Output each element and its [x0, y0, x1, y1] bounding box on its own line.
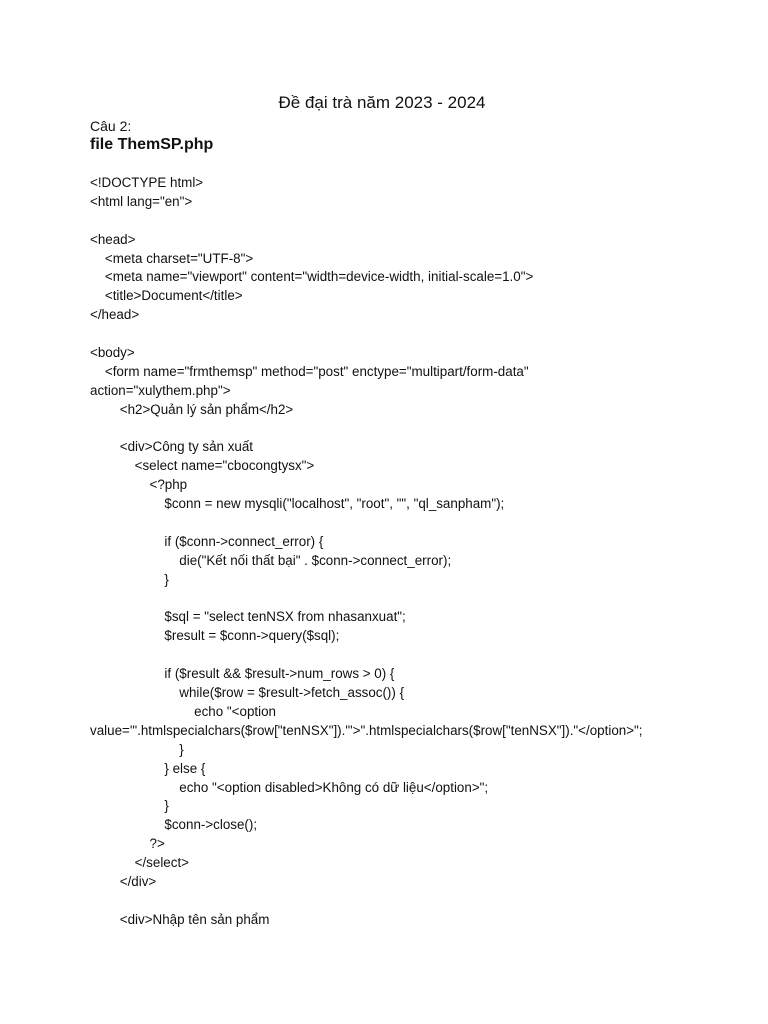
code-line: </select>: [90, 855, 189, 871]
code-line: echo "<option: [90, 703, 276, 719]
code-line: die("Kết nối thất bại" . $conn->connect_error);: [90, 552, 452, 568]
code-line: }: [90, 798, 169, 814]
code-line: [90, 590, 690, 609]
code-line: <select name="cbocongtysx">: [90, 458, 315, 474]
code-line: <?php: [90, 477, 188, 493]
code-line: [90, 420, 690, 439]
code-line: <h2>Quản lý sản phẩm</h2>: [90, 401, 294, 417]
code-line: $conn->close();: [90, 817, 258, 833]
code-line: [90, 646, 690, 665]
code-line: action="xulythem.php">: [90, 382, 231, 398]
code-line: while($row = $result->fetch_assoc()) {: [90, 685, 405, 701]
code-line: </head>: [90, 307, 140, 323]
code-line: [90, 514, 690, 533]
code-line: $sql = "select tenNSX from nhasanxuat";: [90, 609, 406, 625]
code-line: value='".htmlspecialchars($row["tenNSX"])."'>".htmlspecialchars($row["tenNSX"])."</option>";: [90, 722, 643, 738]
code-line: $conn = new mysqli("localhost", "root", "", "ql_sanpham");: [90, 496, 505, 512]
code-line: <meta name="viewport" content="width=device-width, initial-scale=1.0">: [90, 269, 534, 285]
file-heading: file ThemSP.php: [90, 136, 214, 153]
code-line: <!DOCTYPE html>: [90, 175, 204, 190]
code-line: [90, 892, 690, 911]
code-line: }: [90, 741, 184, 757]
document-title: Đề đại trà năm 2023 - 2024: [278, 93, 486, 112]
code-line: <html lang="en">: [90, 193, 193, 209]
code-line: if ($result && $result->num_rows > 0) {: [90, 666, 395, 682]
code-line: <body>: [90, 345, 135, 361]
code-line: } else {: [90, 760, 206, 776]
code-line: <div>Nhập tên sản phẩm: [90, 911, 270, 927]
code-listing: [90, 174, 690, 930]
code-line: echo "<option disabled>Không có dữ liệu</option>";: [90, 779, 489, 795]
question-label: Câu 2:: [90, 118, 132, 134]
code-line: <div>Công ty sản xuất: [90, 439, 254, 455]
code-line: [90, 325, 690, 344]
code-line: <form name="frmthemsp" method="post" enctype="multipart/form-data": [90, 363, 529, 379]
code-line: }: [90, 571, 169, 587]
code-line: $result = $conn->query($sql);: [90, 628, 340, 644]
code-line: <head>: [90, 231, 136, 247]
code-line: <title>Document</title>: [90, 288, 243, 304]
code-line: if ($conn->connect_error) {: [90, 533, 324, 549]
code-line: [90, 212, 690, 231]
code-line: <meta charset="UTF-8">: [90, 250, 254, 266]
code-line: </div>: [90, 873, 157, 889]
code-line: ?>: [90, 836, 165, 852]
